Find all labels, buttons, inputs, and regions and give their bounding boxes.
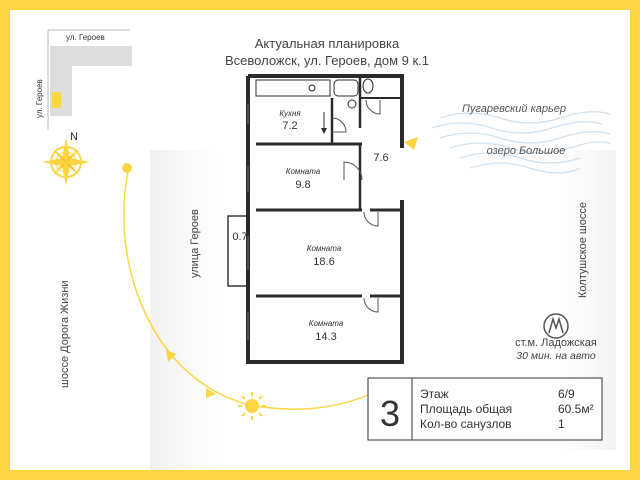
- toilet: [363, 79, 373, 93]
- sink: [348, 100, 356, 108]
- sunrise-dot: [122, 163, 132, 173]
- metro-travel: 30 мин. на авто: [516, 350, 596, 362]
- info-label-bathrooms: Кол-во санузлов: [420, 417, 512, 431]
- title-line-2: Всеволожск, ул. Героев, дом 9 к.1: [224, 53, 430, 68]
- map-street-left: ул. Героев: [35, 79, 44, 118]
- room-4-area: 0.7: [232, 231, 248, 243]
- quarry-label-1: Пугаревский карьер: [461, 103, 567, 115]
- street-center-label: улица Героев: [189, 209, 201, 278]
- info-value-floor: 6/9: [558, 387, 575, 401]
- room-1-name: Кухня: [279, 109, 301, 118]
- lake-label: озеро Большое: [486, 145, 566, 157]
- room-3-area: 9.8: [295, 179, 311, 191]
- compass-rose-icon: [42, 138, 90, 186]
- location-map: [48, 30, 132, 130]
- road-left-label: шоссе Дорога Жизни: [59, 280, 71, 388]
- room-2-area: 7.6: [373, 152, 389, 164]
- room-5-name: Комната: [306, 244, 342, 253]
- road-right-label: Колтушское шоссе: [577, 202, 589, 298]
- room-3-name: Комната: [285, 167, 321, 176]
- kitchen-counter: [256, 80, 330, 96]
- sun-icon: [238, 392, 266, 420]
- room-1-area: 7.2: [282, 120, 298, 132]
- info-value-bathrooms: 1: [558, 417, 565, 431]
- room-5-area: 18.6: [313, 256, 335, 268]
- entrance-arrow-icon: [404, 137, 418, 150]
- rooms-count: 3: [379, 393, 401, 434]
- info-label-area: Площадь общая: [420, 402, 513, 416]
- room-6-name: Комната: [308, 319, 344, 328]
- map-street-top: ул. Героев: [66, 33, 105, 42]
- road-band-left: [150, 150, 222, 470]
- info-value-area: 60.5м²: [558, 402, 594, 416]
- balcony: [228, 216, 248, 286]
- metro-station: ст.м. Ладожская: [515, 337, 597, 349]
- building-highlight: [52, 92, 61, 108]
- bathtub: [334, 80, 358, 96]
- north-label: N: [70, 131, 78, 143]
- info-label-floor: Этаж: [420, 387, 449, 401]
- room-6-area: 14.3: [315, 331, 337, 343]
- title-line-1: Актуальная планировка: [254, 36, 400, 51]
